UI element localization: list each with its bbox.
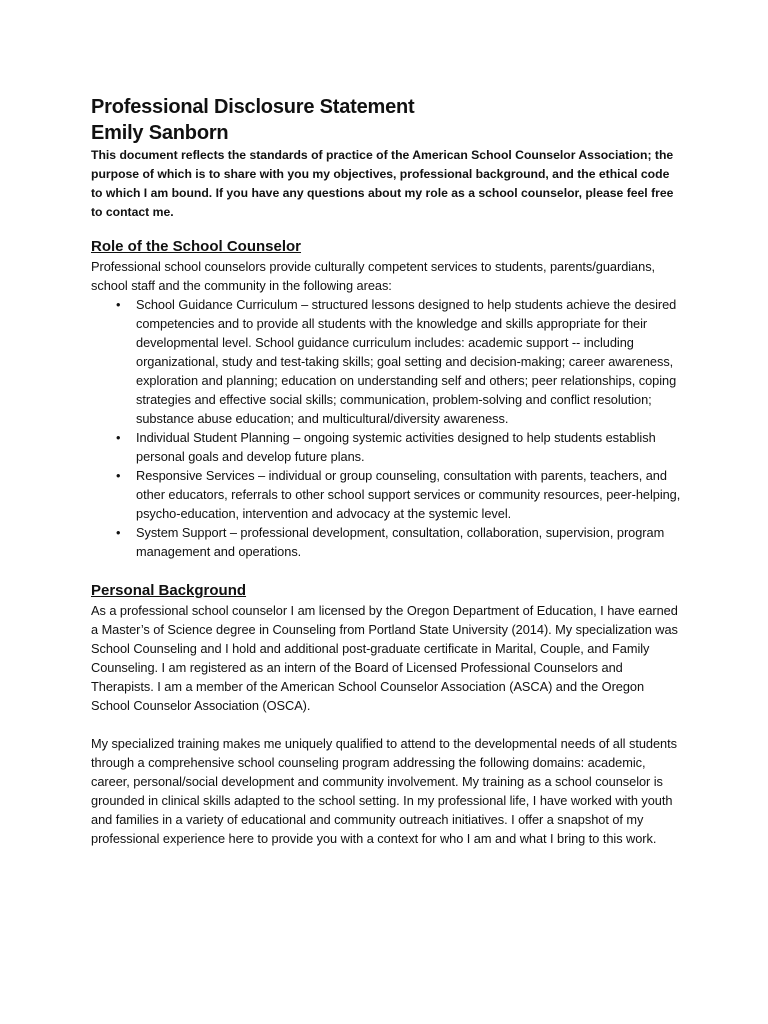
list-item [91,428,681,466]
background-paragraph-2: My specialized training makes me uniquely qualified to attend to the developmental needs of all students through a comprehensive school counseling program addressing the following domains: academic, career, personal/social development and community involvement. My training as a school counselor is grounded in clinical skills adapted to the school setting. In my professional life, I have worked with youth and families in a variety of educational and community outreach initiatives. I offer a snapshot of my professional experience here to provide you with a context for who I am and what I bring to this work. [91,736,677,846]
role-section-lead: Professional school counselors provide culturally competent services to students, parents/guardians, school staff and the community in the following areas: [91,259,656,293]
author-name: Emily Sanborn [91,122,229,144]
document-title: Professional Disclosure Statement [91,96,415,118]
role-bullet-list [91,295,681,561]
list-item [91,295,681,428]
bullet-text: School Guidance Curriculum – structured lessons designed to help students achieve the desired competencies and to provide all students with the knowledge and skills appropriate for their developmental level. School guidance curriculum includes: academic support -- including organizational, study and test-taking skills; goal setting and decision-making; career awareness, exploration and planning; education on understanding self and others; peer relationships, coping strategies and effective social skills; communication, problem-solving and conflict resolution; substance abuse education; and multicultural/diversity awareness. [136,297,677,426]
bullet-icon: • [116,430,121,445]
list-item [91,466,681,523]
list-item [91,523,681,561]
background-section-heading: Personal Background [91,582,247,599]
background-paragraph-1: As a professional school counselor I am licensed by the Oregon Department of Education, I have earned a Master’s of Science degree in Counseling from Portland State University (2014). My specialization was School Counseling and I hold and additional post-graduate certificate in Marital, Couple, and Family Counseling. I am registered as an intern of the Board of Licensed Professional Counselors and Therapists. I am a member of the American School Counselor Association (ASCA) and the Oregon School Counselor Association (OSCA). [91,603,678,713]
bullet-icon: • [116,468,121,483]
bullet-text: Individual Student Planning – ongoing systemic activities designed to help students establish personal goals and develop future plans. [136,430,656,464]
bullet-icon: • [116,525,121,540]
bullet-text: System Support – professional development, consultation, collaboration, supervision, program management and operations. [136,525,665,559]
bullet-icon: • [116,297,121,312]
intro-paragraph: This document reflects the standards of practice of the American School Counselor Association; the purpose of which is to share with you my objectives, professional background, and the ethical code to which I am bound. If you have any questions about my role as a school counselor, please feel free to contact me. [91,148,674,219]
document-page [91,94,681,848]
role-section-heading: Role of the School Counselor [91,238,302,255]
bullet-text: Responsive Services – individual or group counseling, consultation with parents, teachers, and other educators, referrals to other school support services or community resources, peer-helping, psycho-education, intervention and advocacy at the systemic level. [136,468,681,521]
